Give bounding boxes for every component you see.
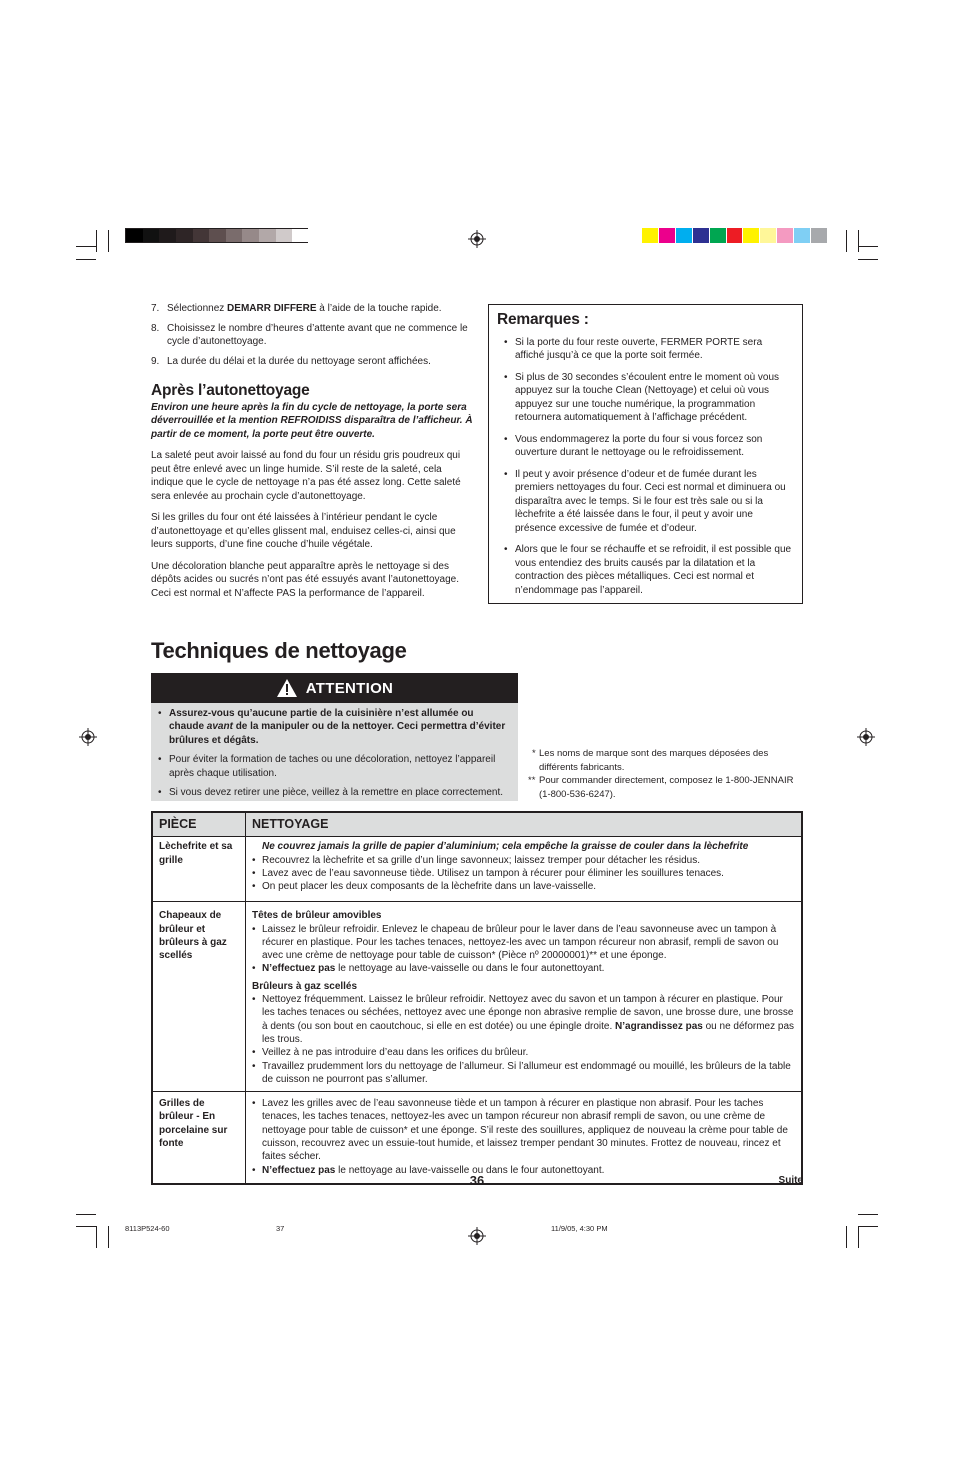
subheading: Brûleurs à gaz scellés: [252, 980, 358, 992]
list-item: [497, 336, 794, 363]
color-swatch: [693, 228, 709, 243]
attention-bar: [151, 673, 518, 703]
attention-body: [151, 703, 518, 801]
gray-swatch: [193, 229, 210, 242]
bullet: •: [252, 881, 256, 893]
step-number: 8.: [151, 322, 160, 334]
registration-mark-icon: [79, 728, 97, 746]
cleaning-table: [153, 813, 801, 1183]
list-item: [252, 1060, 795, 1087]
bullet: •: [504, 371, 508, 383]
color-swatch: [659, 228, 675, 243]
cleaning-cell: [246, 1092, 802, 1183]
section-title: Techniques de nettoyage: [151, 638, 407, 663]
piece-cell: Lèchefrite et sa grille: [153, 837, 246, 902]
continued-label: Suite: [778, 1175, 803, 1186]
bullet: •: [504, 433, 508, 445]
attention-label: ATTENTION: [305, 679, 394, 697]
header-piece: PIÈCE: [153, 813, 246, 837]
color-bar: [642, 228, 828, 243]
attention-text: de la manipuler ou de la nettoyer. Ceci permettra d’éviter brûlures et dégâts.: [169, 721, 506, 746]
list-item: [497, 468, 794, 536]
step-bold: DEMARR DIFFERE: [227, 303, 317, 314]
remarks-heading: Remarques :: [497, 311, 589, 328]
list-item: [252, 993, 795, 1046]
step-text: Sélectionnez: [167, 303, 228, 314]
list-item: [252, 880, 795, 893]
grayscale-bar: [125, 228, 308, 243]
remark-text: Vous endommagerez la porte du four si vous forcez son ouverture durant le nettoyage ou le refroidissement.: [515, 433, 763, 458]
color-swatch: [760, 228, 776, 243]
attention-text: Pour éviter la formation de taches ou une décoloration, nettoyez l’appareil après chaque utilisation.: [169, 754, 496, 779]
color-swatch: [777, 228, 793, 243]
piece-cell: Grilles de brûleur - En porcelaine sur fonte: [153, 1092, 246, 1183]
bullet: •: [252, 1164, 256, 1176]
attention-emphasis: avant: [206, 721, 233, 733]
list-item: [252, 962, 795, 975]
cleaning-text: Veillez à ne pas introduire d’eau dans les orifices du brûleur.: [262, 1047, 529, 1059]
footnotes: [528, 747, 803, 801]
list-item: [497, 433, 794, 460]
bullet: •: [252, 854, 256, 866]
gray-swatch: [242, 229, 259, 242]
cleaning-text: Lavez les grilles avec de l’eau savonneuse tiède et un tampon à récurer en plastique non abrasif. Pour les taches tenaces, les taches tenaces, nettoyez-les avec un tampon récureur non abrasif rempli de savon, ou une crème de nettoyage pour table de cuisson* et une éponge. S’il reste des souillures, appliquez de nouveau la crème pour table de cuisson, recouvrez avec un essuie-tout humide, et laissez tremper pendant 30 minutes. Frottez de nouveau, rincez et faites sécher.: [262, 1098, 788, 1163]
gray-swatch: [176, 229, 193, 242]
cleaning-text: On peut placer les deux composants de la lèchefrite dans un lave-vaisselle.: [262, 881, 597, 893]
list-item: [252, 1164, 795, 1177]
color-swatch: [710, 228, 726, 243]
header-cleaning: NETTOYAGE: [246, 813, 802, 837]
cleaning-bold: N’agrandissez pas: [615, 1020, 703, 1032]
table-row: [153, 902, 801, 1092]
gray-swatch: [209, 229, 226, 242]
bullet: •: [158, 708, 162, 719]
warning-text: Ne couvrez jamais la grille de papier d’aluminium; cela empêche la graisse de couler dans la lèchefrite: [262, 841, 749, 853]
list-item: [497, 543, 794, 597]
step-item: [151, 322, 473, 349]
bullet: •: [252, 994, 256, 1006]
bullet: •: [252, 923, 256, 935]
cleaning-text: Recouvrez la lèchefrite et sa grille d’un linge savonneux; laissez tremper pour détacher les résidus.: [262, 854, 701, 866]
cleaning-text: le nettoyage au lave-vaisselle ou dans le four autonettoyant.: [335, 963, 605, 975]
cleaning-text: Travaillez prudemment lors du nettoyage de l’allumeur. Si l’allumeur est endommagé ou mouillé, les brûleurs de la table de cuisson ne pourront pas s’allumer.: [262, 1060, 791, 1085]
gray-swatch: [159, 229, 176, 242]
footnote-mark: *: [532, 748, 536, 759]
gray-swatch: [126, 229, 143, 242]
remark-text: Alors que le four se réchauffe et se refroidit, il est possible que vous entendiez des bruits causés par la dilatation et la contraction des pièces métalliques. Ceci est normal et n’endommage pas l’appareil.: [515, 544, 792, 596]
cleaning-table-wrap: [151, 811, 803, 1185]
remark-text: Si plus de 30 secondes s’écoulent entre le moment où vous appuyez sur la touche Clean (Nettoyage) et celui où vous appuyez sur une touche numérique, la programmation retournera automatiquement à l’affichage précédent.: [515, 371, 780, 423]
cleaning-text: Lavez avec de l’eau savonneuse tiède. Utilisez un tampon à récurer pour éliminer les souillures tenaces.: [262, 867, 724, 879]
bullet: •: [252, 1047, 256, 1059]
cleaning-bold: N’effectuez pas: [262, 963, 336, 975]
paragraph: Si les grilles du four ont été laissées à l’intérieur pendant le cycle d’autonettoyage et qu’elles glissent mal, enduisez celles-ci, ainsi que leurs supports, d’une fine couche d’huile végétale.: [151, 512, 456, 550]
attention-text: Si vous devez retirer une pièce, veillez à la remettre en place correctement.: [169, 787, 504, 799]
color-swatch: [727, 228, 743, 243]
list-item: [252, 867, 795, 880]
slug-date: 11/9/05, 4:30 PM: [551, 1224, 608, 1233]
warning-icon: [276, 678, 298, 698]
cleaning-bold: N’effectuez pas: [262, 1164, 336, 1176]
slug-page: 37: [276, 1224, 285, 1233]
left-column: [151, 302, 473, 600]
remark-text: Si la porte du four reste ouverte, FERMER PORTE sera affiché jusqu’à ce que la porte soit fermée.: [515, 336, 763, 361]
color-swatch: [676, 228, 692, 243]
footnote-mark: **: [528, 775, 536, 786]
color-swatch: [811, 228, 827, 243]
color-swatch: [642, 228, 658, 243]
color-swatch: [743, 228, 759, 243]
bullet: •: [252, 1098, 256, 1110]
slug-file: 8113P524-60: [125, 1224, 170, 1233]
cleaning-text: ou ne déformez pas les trous.: [262, 1020, 795, 1045]
cleaning-cell: [246, 902, 802, 1092]
list-item: [497, 371, 794, 425]
cleaning-text: Laissez le brûleur refroidir. Enlevez le chapeau de brûleur pour le laver dans de l’eau savonneuse avec un tampon à récurer en plastique. Pour les taches tenaces, nettoyez-les avec un tampon récureur non abrasif, rempli de savon ou avec une crème de nettoyage pour table de cuisson* (Pièce nº 20000001)** et une éponge.: [262, 923, 779, 962]
attention-box: [151, 673, 518, 801]
gray-swatch: [259, 229, 276, 242]
cleaning-cell: [246, 837, 802, 902]
registration-mark-icon: [857, 728, 875, 746]
registration-mark-icon: [468, 230, 486, 248]
piece-cell: Chapeaux de brûleur et brûleurs à gaz scellés: [153, 902, 246, 1092]
subheading: Têtes de brûleur amovibles: [252, 910, 382, 922]
step-item: [151, 302, 473, 316]
remark-text: Il peut y avoir présence d’odeur et de fumée durant les premiers nettoyages du four. Ceci est normal et diminuera ou disparaîtra avec le temps. Si le four est très sale ou si la lèchefrite a été laissée dans le four, il peut y avoir une présence excessive de fumée et d’odeur.: [515, 468, 786, 534]
gray-swatch: [276, 229, 293, 242]
step-number: 9.: [151, 355, 160, 367]
step-text: Choisissez le nombre d’heures d’attente avant que ne commence le cycle d’autonettoyage.: [167, 322, 468, 347]
list-item: [252, 854, 795, 867]
list-item: [252, 923, 795, 963]
gray-swatch: [226, 229, 243, 242]
list-item: [151, 786, 510, 799]
list-item: [151, 707, 510, 747]
page-number: 36: [469, 1173, 485, 1188]
bullet: •: [504, 468, 508, 480]
paragraph: Une décoloration blanche peut apparaître après le nettoyage si des dépôts acides ou sucrés n’ont pas été essuyés avant l’autonettoyage. Ceci est normal et N’affecte PAS la performance de l’appareil.: [151, 560, 459, 599]
gray-swatch: [292, 229, 309, 242]
step-number: 7.: [151, 303, 160, 314]
step-text: La durée du délai et la durée du nettoyage seront affichées.: [167, 355, 431, 367]
remarks-box: [488, 304, 803, 604]
bullet: •: [252, 867, 256, 879]
list-item: [151, 753, 510, 780]
footnote-text: Pour commander directement, composez le 1-800-JENNAIR (1-800-536-6247).: [539, 775, 794, 800]
bullet: •: [252, 1060, 256, 1072]
bullet: •: [158, 754, 162, 766]
footnote-text: Les noms de marque sont des marques déposées des différents fabricants.: [539, 748, 769, 773]
after-cleaning-heading: Après l’autonettoyage: [151, 382, 310, 399]
footnote: [528, 774, 803, 801]
bullet: •: [504, 336, 508, 348]
bullet: •: [158, 787, 162, 799]
step-item: [151, 355, 473, 369]
color-swatch: [794, 228, 810, 243]
table-row: [153, 837, 801, 902]
footnote: [528, 747, 803, 774]
paragraph: La saleté peut avoir laissé au fond du four un résidu gris poudreux qui peut être enlevé avec un linge humide. S’il reste de la saleté, cela indique que le cycle de nettoyage n’a pas été assez long. Cette saleté sera enlevée au prochain cycle d’autonettoyage.: [151, 450, 461, 502]
step-text: à l’aide de la touche rapide.: [316, 303, 442, 314]
list-item: [252, 1097, 795, 1163]
table-header-row: [153, 813, 801, 837]
list-item: [252, 1046, 795, 1059]
cleaning-text: le nettoyage au lave-vaisselle ou dans le four autonettoyant.: [335, 1164, 605, 1176]
bullet: •: [504, 544, 508, 555]
gray-swatch: [143, 229, 160, 242]
bullet: •: [252, 963, 256, 975]
cleaning-text: Nettoyez fréquemment. Laissez le brûleur refroidir. Nettoyez avec du savon et un tampon à récurer en plastique. Pour les taches tenaces ou séchées, nettoyez avec une éponge non abrasive remplie de savon, une brosse dure, une brosse à dents (ou son bout en caoutchouc, si elle en est dotée) ou une épingle droite.: [262, 994, 794, 1032]
table-row: [153, 1092, 801, 1183]
after-cleaning-intro: Environ une heure après la fin du cycle de nettoyage, la porte sera déverrouillée et la mention REFROIDISS disparaîtra de l’afficheur. À partir de ce moment, la porte peut être ouverte.: [151, 401, 473, 440]
registration-mark-icon: [468, 1227, 486, 1245]
attention-text: Assurez-vous qu’aucune partie de la cuisinière n’est allumée ou chaude: [169, 708, 474, 733]
